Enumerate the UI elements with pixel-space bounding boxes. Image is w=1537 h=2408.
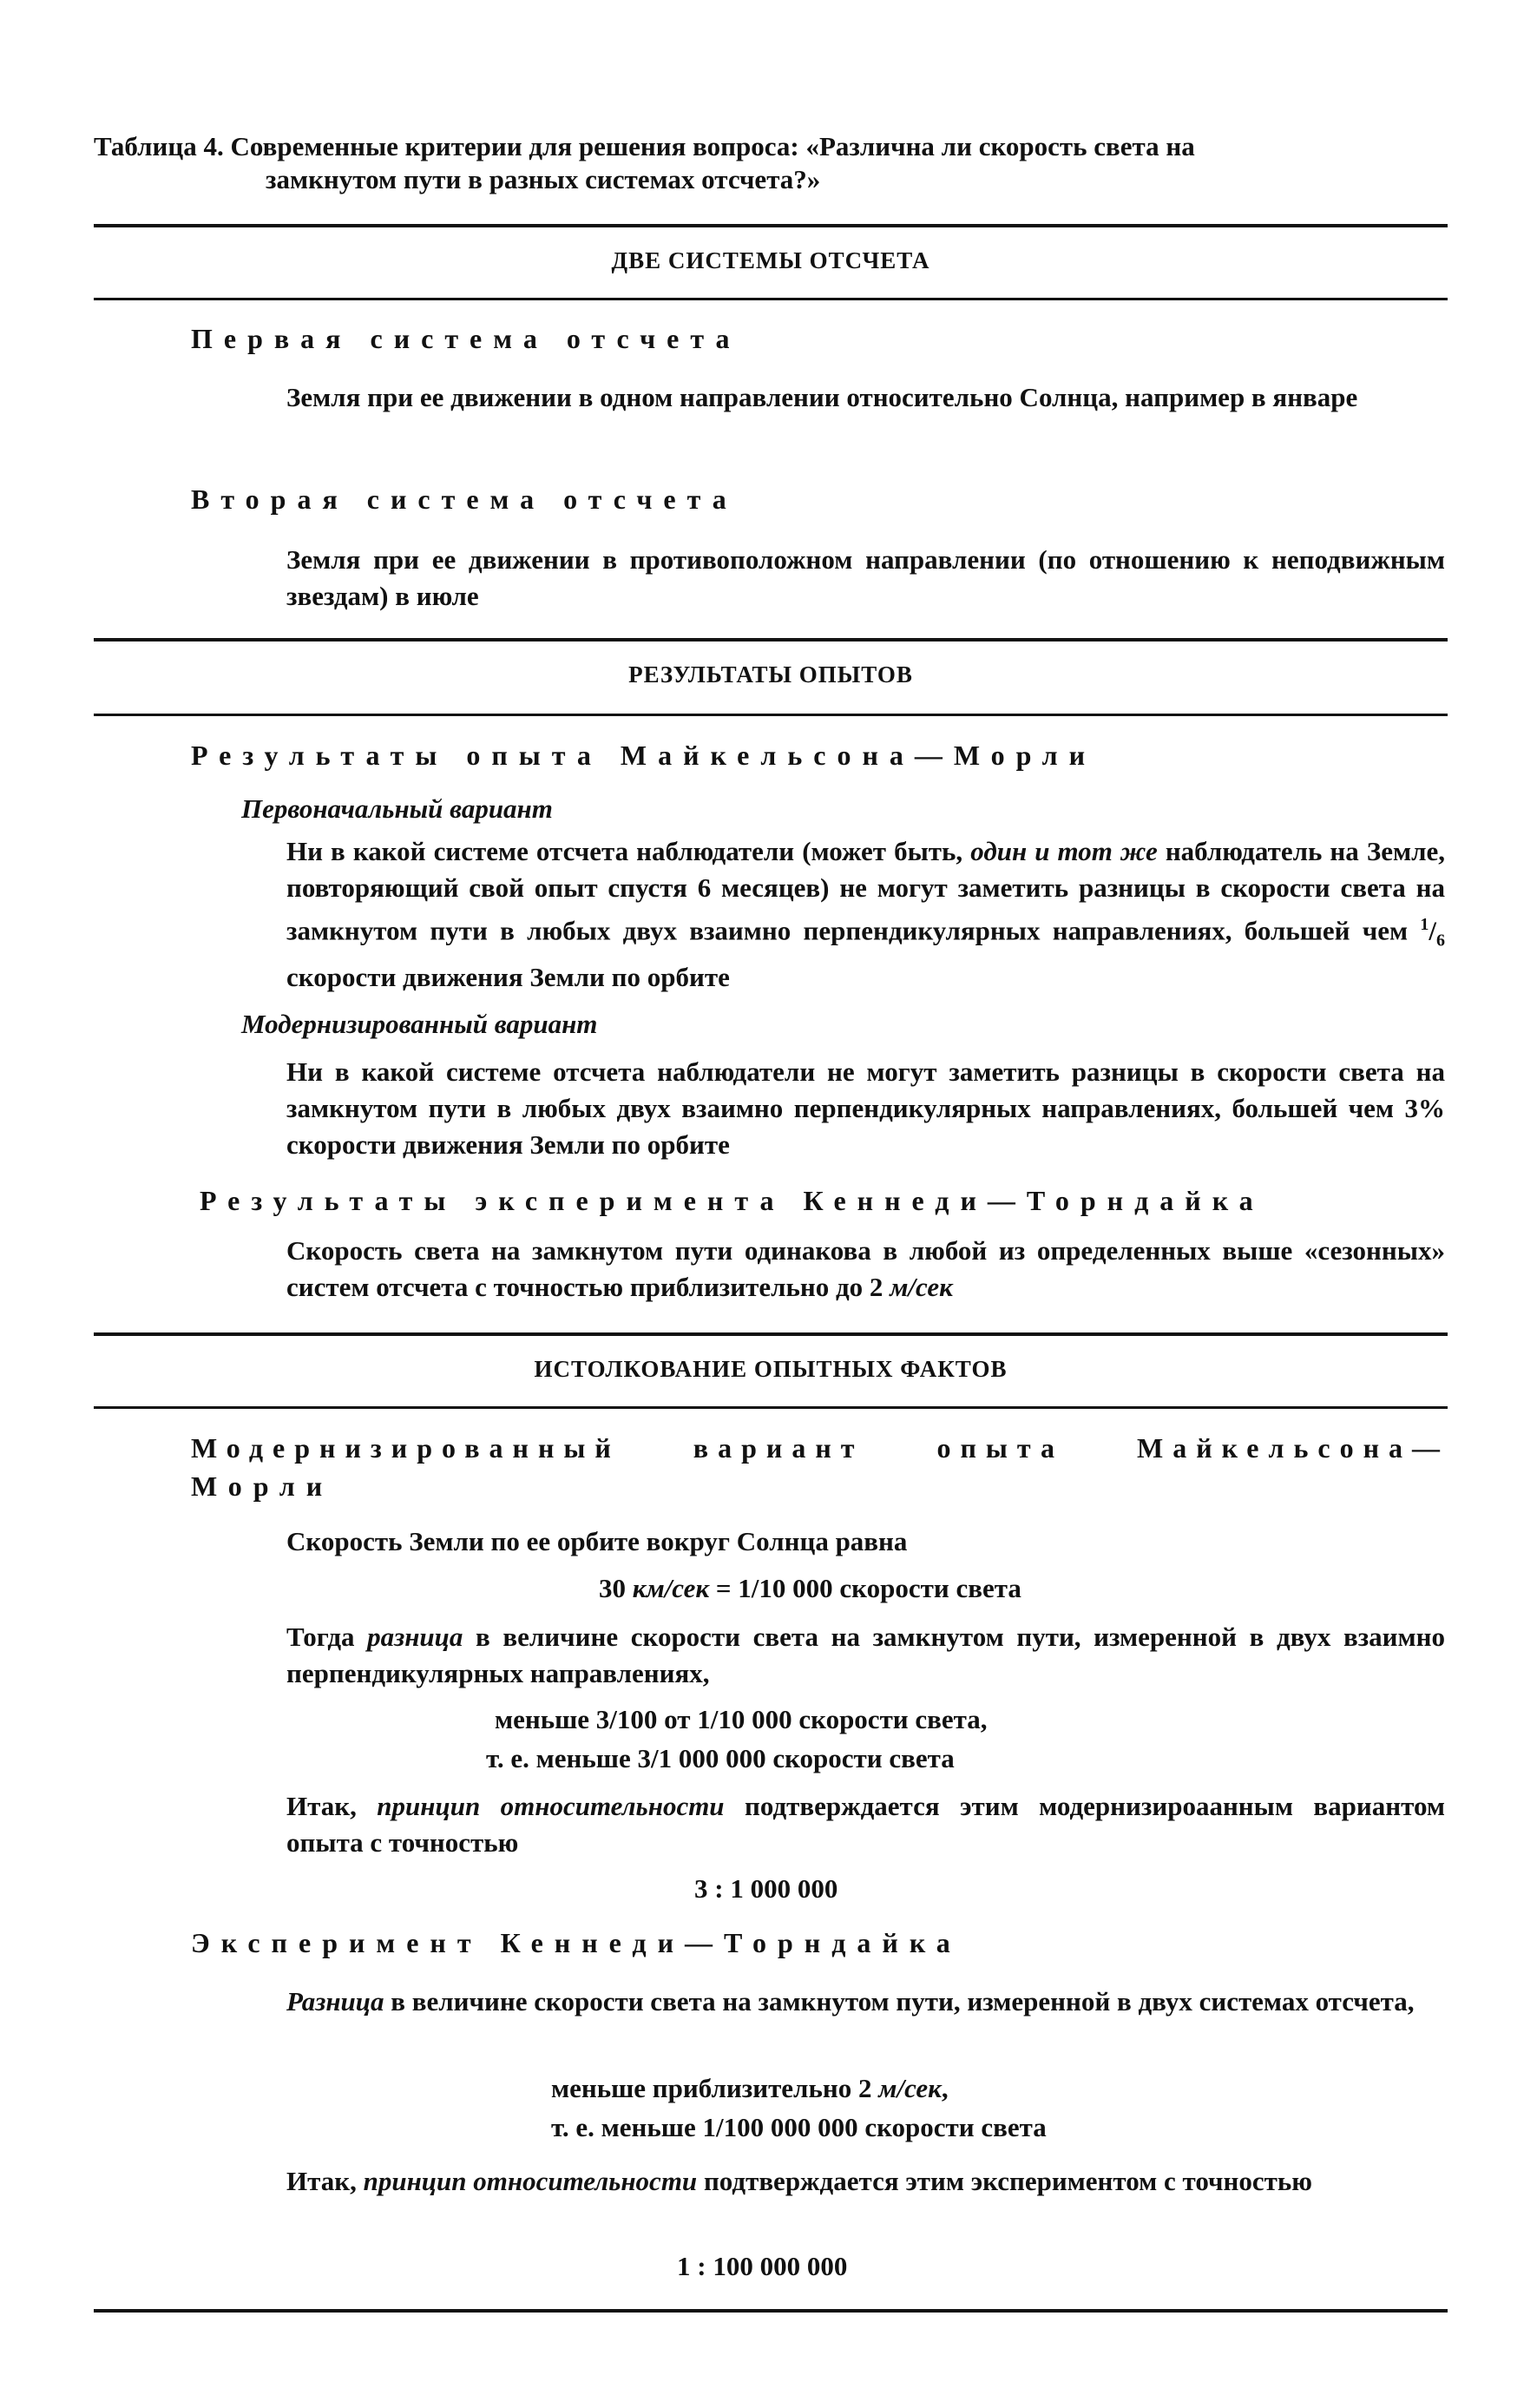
second-frame-title: Вторая система отсчета [191,484,738,515]
rule [94,714,1448,716]
difference-eq-line2: т. е. меньше 3/1 000 000 скорости света [486,1743,955,1773]
kt-results-title: Результаты эксперимента Кеннеди—Торндайка [200,1185,1264,1216]
fraction-denominator: 6 [1436,931,1445,951]
text-run: скорости движения Земли по орбите [286,961,730,992]
text-run: 30 [599,1573,633,1603]
rule [94,638,1448,641]
accuracy-ratio-mm: 3 : 1 000 000 [694,1873,838,1904]
fraction-numerator: 1 [1420,915,1429,934]
difference-text [286,1619,1445,1692]
rule [94,1406,1448,1409]
accuracy-ratio-kt: 1 : 100 000 000 [677,2251,848,2281]
emphasis: один и тот же [970,836,1158,866]
original-variant-text: Ни в какой системе отсчета наблюдатели (может быть, один и тот же наблюдатель на Земле, повторяющий свой опыт спустя 6 месяцев) не могут заметить разницы в скорости света на замкнутом пути в любых двух взаимно перпендикулярных направлениях, большей чем $^1/_6$ скорости движения Земли по орбите [286,836,1445,992]
text-run: Ни в какой системе отсчета наблюдатели (может быть, [286,836,971,866]
unit: м/сек [878,2073,942,2103]
text-run: Тогда [286,1622,368,1652]
second-frame-text: Земля при ее движении в противоположном направлении (по отношению к неподвижным звездам) в июле [286,544,1445,611]
text-run: Итак, [286,2166,364,2196]
section-header-results: РЕЗУЛЬТАТЫ ОПЫТОВ [628,661,913,688]
text-run: Итак, [286,1791,378,1821]
emphasis: разница [367,1622,463,1652]
text-run: в величине скорости света на замкнутом пути, измеренной в двух системах отсчета, [384,1986,1415,2017]
rule [94,298,1448,300]
first-frame-title: Первая система отсчета [191,323,741,354]
text-run: подтверждается этим экспериментом с точностью [697,2166,1312,2196]
earth-speed-equation [599,1570,1021,1607]
emphasis: принцип относительности [377,1791,725,1821]
rule [94,2309,1448,2313]
kt-results-text [286,1233,1445,1306]
mm-results-title: Результаты опыта Майкельсона—Морли [191,740,1097,771]
unit: м/сек [890,1272,953,1302]
text-run: наблюдатель на Земле, повторяющий свой опыт спустя 6 месяцев) не могут заметить разницы в скорости света на замкнутом пути в любых двух взаимно перпендикулярных направлениях, большей чем [286,836,1445,946]
emphasis: Разница [286,1986,384,2017]
unit: км/сек [632,1573,710,1603]
text-run: = 1/10 000 скорости света [709,1573,1021,1603]
modern-variant-text: Ни в какой системе отсчета наблюдатели не могут заметить разницы в скорости света на замкнутом пути в любых двух взаимно перпендикулярных направлениях, большей чем 3% скорости движения Земли по орбите [286,1056,1445,1160]
text-run: , [941,2073,949,2103]
caption-line2: замкнутом пути в разных системах отсчета?» [266,164,821,194]
conclusion-mm-text [286,1788,1445,1861]
conclusion-kt-text [286,2163,1445,2200]
rule [94,224,1448,227]
kt-difference-text [286,1984,1445,2020]
section-header-interpretation: ИСТОЛКОВАНИЕ ОПЫТНЫХ ФАКТОВ [534,1356,1008,1382]
difference-eq-line1: меньше 3/100 от 1/10 000 скорости света, [495,1704,988,1734]
text-run: меньше приблизительно 2 [551,2073,879,2103]
text-run: в величине скорости света на замкнутом пути, измеренной в двух взаимно перпендикулярных направлениях, [286,1622,1446,1688]
text-run: Скорость света на замкнутом пути одинакова в любой из определенных выше «сезонных» систем отсчета с точностью приблизительно до 2 [286,1235,1445,1302]
caption-line1: Современные критерии для решения вопроса: «Различна ли скорость света на [230,131,1195,161]
kt-eq-line1 [551,2070,949,2107]
interp-mm-title-line2: Морли [191,1470,334,1502]
rule [94,1332,1448,1336]
table-caption [94,130,1448,196]
section-header-two-frames: ДВЕ СИСТЕМЫ ОТСЧЕТА [611,247,930,273]
original-variant-label: Первоначальный вариант [241,793,553,824]
caption-label: Таблица 4. [94,131,224,161]
emphasis: принцип относительности [363,2166,698,2196]
text-run: подтверждается этим модернизироаанным вариантом опыта с точностью [286,1791,1445,1858]
interp-kt-title: Эксперимент Кеннеди—Торндайка [191,1927,962,1958]
interp-mm-title-line1: Модернизированный вариант опыта Майкельсона— [191,1432,1449,1464]
earth-speed-text: Скорость Земли по ее орбите вокруг Солнца равна [286,1526,908,1556]
first-frame-text: Земля при ее движении в одном направлении относительно Солнца, например в январе [286,382,1358,412]
modern-variant-label: Модернизированный вариант [241,1009,598,1039]
kt-eq-line2: т. е. меньше 1/100 000 000 скорости света [551,2112,1047,2142]
